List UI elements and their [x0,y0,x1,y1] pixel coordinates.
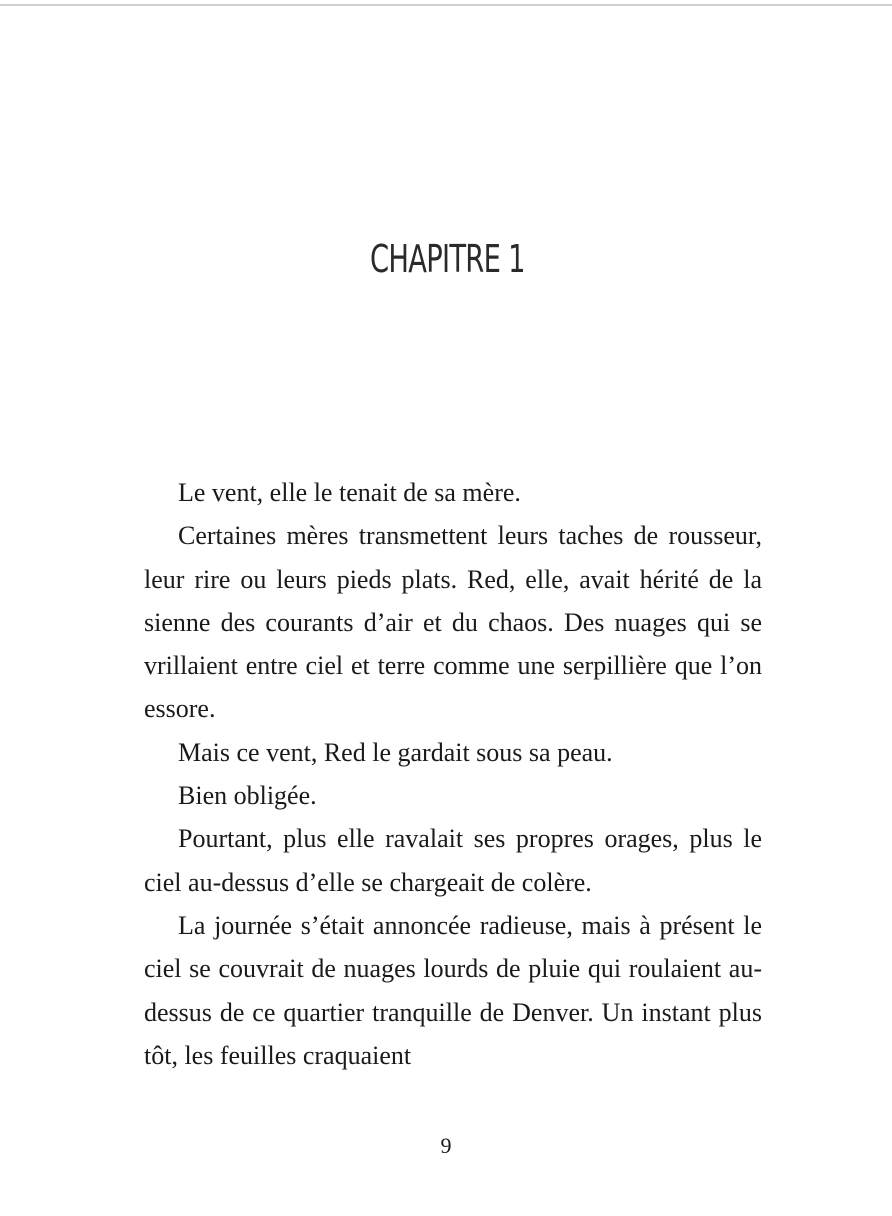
page-number: 9 [440,1133,452,1158]
paragraph: Certaines mères transmettent leurs taches de rousseur, leur rire ou leurs pieds plats. Red, elle, avait hérité de la sienne des courants d’air et du chaos. Des nuages qui se vrillaient entre ciel et terre comme une serpillière que l’on essore. [144,521,762,724]
page-top-border [0,0,892,6]
chapter-title: CHAPITRE 1 [369,237,525,281]
body-text [144,471,762,1077]
paragraph: Pourtant, plus elle ravalait ses propres orages, plus le ciel au-dessus d’elle se chargeait de colère. [144,824,762,897]
paragraph: Bien obligée. [178,781,317,811]
paragraph: La journée s’était annoncée radieuse, mais à présent le ciel se couvrait de nuages lourds de pluie qui roulaient au-dessus de ce quartier tranquille de Denver. Un instant plus tôt, les feuilles craquaient [144,910,762,1070]
paragraph: Mais ce vent, Red le gardait sous sa peau. [178,737,613,767]
paragraph: Le vent, elle le tenait de sa mère. [178,478,521,507]
